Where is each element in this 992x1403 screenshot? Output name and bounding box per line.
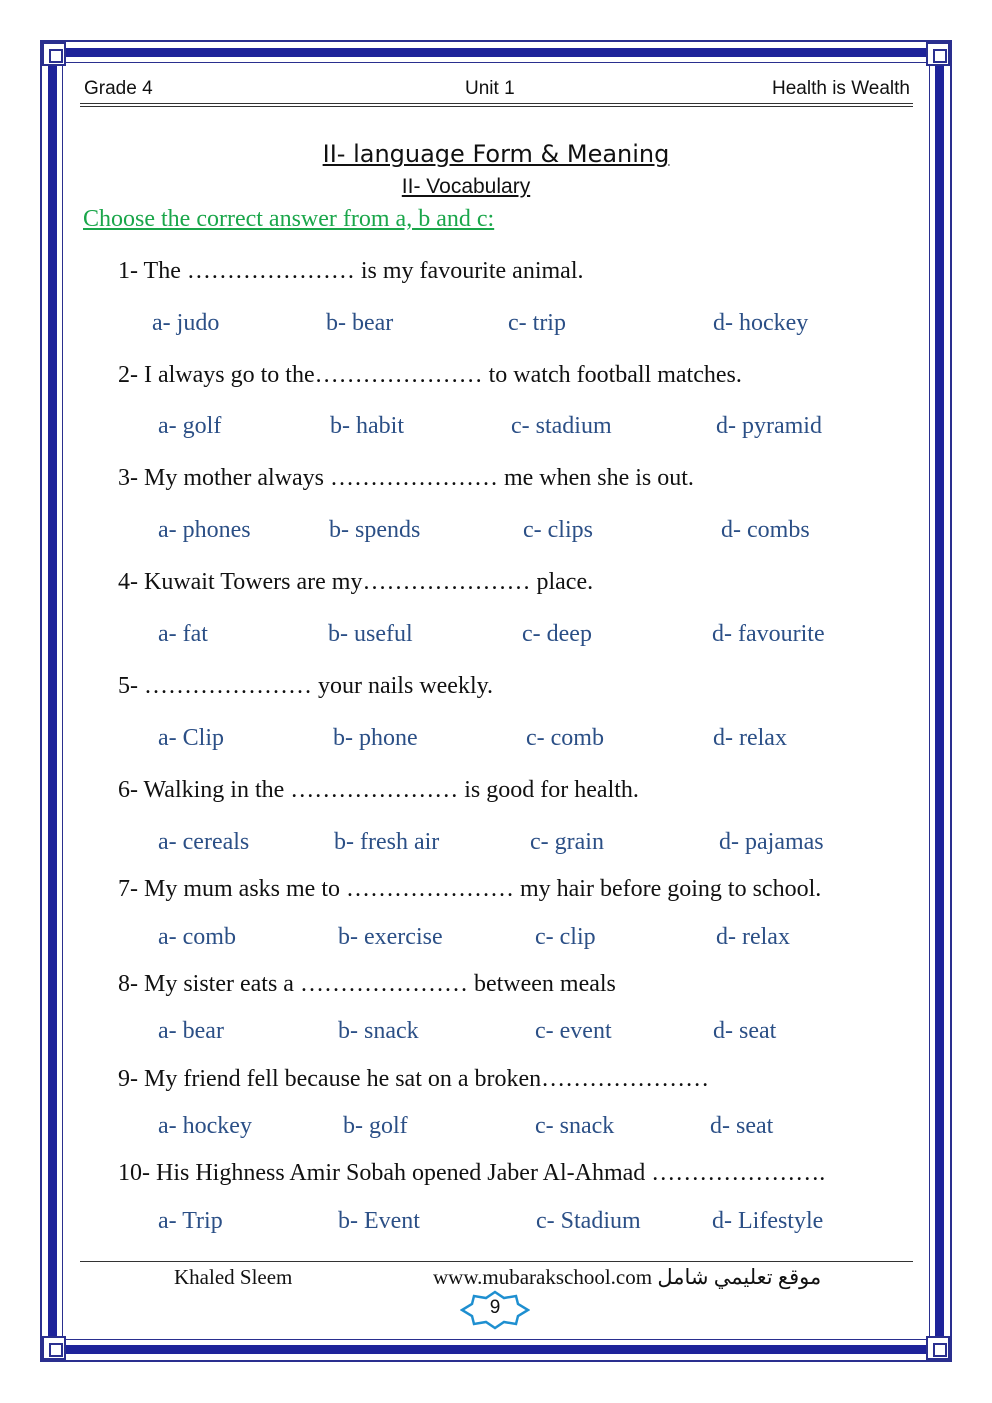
option-9b[interactable]: b- golf: [343, 1113, 408, 1139]
section-subtitle: II- Vocabulary: [401, 175, 531, 198]
question-7: 7- My mum asks me to ………………… my hair before going to school.: [118, 876, 822, 902]
option-7a[interactable]: a- comb: [158, 924, 236, 950]
page-header: [84, 76, 912, 104]
option-4d[interactable]: d- favourite: [712, 621, 825, 647]
option-2a[interactable]: a- golf: [158, 413, 222, 439]
option-6c[interactable]: c- grain: [530, 829, 604, 855]
option-4a[interactable]: a- fat: [158, 621, 208, 647]
option-7c[interactable]: c- clip: [535, 924, 596, 950]
option-4b[interactable]: b- useful: [328, 621, 413, 647]
option-5d[interactable]: d- relax: [713, 725, 787, 751]
option-6d[interactable]: d- pajamas: [719, 829, 824, 855]
option-1a[interactable]: a- judo: [152, 310, 220, 336]
header-divider: [80, 103, 913, 104]
option-2c[interactable]: c- stadium: [511, 413, 612, 439]
question-10: 10- His Highness Amir Sobah opened Jaber Al-Ahmad ………………….: [118, 1160, 826, 1186]
option-5b[interactable]: b- phone: [333, 725, 418, 751]
option-10b[interactable]: b- Event: [338, 1208, 420, 1234]
page-number: 9: [489, 1297, 501, 1318]
option-10c[interactable]: c- Stadium: [536, 1208, 641, 1234]
option-1b[interactable]: b- bear: [326, 310, 394, 336]
option-8c[interactable]: c- event: [535, 1018, 612, 1044]
option-8d[interactable]: d- seat: [713, 1018, 777, 1044]
header-grade: Grade 4: [84, 78, 153, 99]
corner-ornament-icon: [926, 42, 950, 66]
instruction-text: Choose the correct answer from a, b and c:: [83, 206, 495, 232]
option-2b[interactable]: b- habit: [330, 413, 404, 439]
corner-ornament-icon: [42, 1336, 66, 1360]
question-6: 6- Walking in the ………………… is good for health.: [118, 777, 639, 803]
option-10a[interactable]: a- Trip: [158, 1208, 223, 1234]
option-1d[interactable]: d- hockey: [713, 310, 809, 336]
footer-website: www.mubarakschool.com موقع تعليمي شامل: [433, 1265, 822, 1289]
section-title: II- language Form & Meaning: [322, 140, 670, 168]
option-3a[interactable]: a- phones: [158, 517, 251, 543]
header-unit: Unit 1: [465, 78, 515, 99]
option-3c[interactable]: c- clips: [523, 517, 593, 543]
option-3d[interactable]: d- combs: [721, 517, 810, 543]
question-4: 4- Kuwait Towers are my………………… place.: [118, 569, 594, 595]
option-9c[interactable]: c- snack: [535, 1113, 615, 1139]
footer-divider: [80, 1261, 913, 1262]
corner-ornament-icon: [42, 42, 66, 66]
option-5c[interactable]: c- comb: [526, 725, 604, 751]
question-2: 2- I always go to the………………… to watch football matches.: [118, 362, 742, 388]
option-3b[interactable]: b- spends: [329, 517, 421, 543]
header-topic: Health is Wealth: [772, 78, 910, 99]
corner-ornament-icon: [926, 1336, 950, 1360]
footer-author: Khaled Sleem: [174, 1265, 293, 1289]
option-9a[interactable]: a- hockey: [158, 1113, 252, 1139]
question-8: 8- My sister eats a ………………… between meals: [118, 971, 616, 997]
page-border-inner: [62, 62, 930, 1340]
header-divider: [80, 106, 913, 107]
option-1c[interactable]: c- trip: [508, 310, 566, 336]
option-8a[interactable]: a- bear: [158, 1018, 224, 1044]
option-4c[interactable]: c- deep: [522, 621, 592, 647]
question-5: 5- ………………… your nails weekly.: [118, 673, 494, 699]
option-10d[interactable]: d- Lifestyle: [712, 1208, 824, 1234]
option-9d[interactable]: d- seat: [710, 1113, 774, 1139]
question-1: 1- The ………………… is my favourite animal.: [118, 258, 584, 284]
option-5a[interactable]: a- Clip: [158, 725, 224, 751]
question-3: 3- My mother always ………………… me when she is out.: [118, 465, 694, 491]
option-2d[interactable]: d- pyramid: [716, 413, 822, 439]
option-6b[interactable]: b- fresh air: [334, 829, 440, 855]
option-6a[interactable]: a- cereals: [158, 829, 250, 855]
question-9: 9- My friend fell because he sat on a broken…………………: [118, 1066, 710, 1092]
option-8b[interactable]: b- snack: [338, 1018, 419, 1044]
option-7b[interactable]: b- exercise: [338, 924, 443, 950]
option-7d[interactable]: d- relax: [716, 924, 790, 950]
